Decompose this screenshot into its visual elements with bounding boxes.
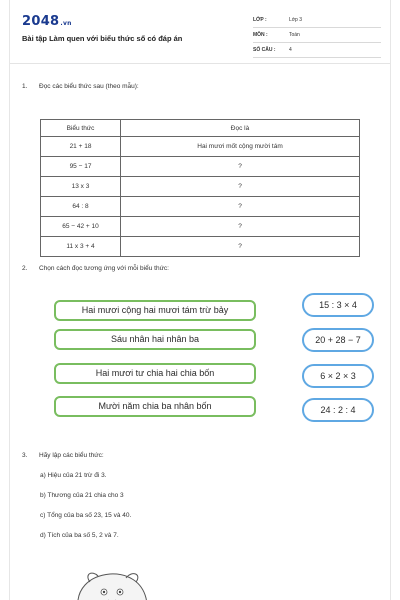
meta-info	[253, 14, 381, 59]
expression-option-3[interactable]: 6 × 2 × 3	[302, 364, 374, 388]
table-cell-reading: ?	[121, 157, 360, 177]
question-1-title	[22, 83, 139, 90]
table-cell-expression: 21 + 18	[41, 137, 121, 157]
meta-row-subject	[253, 29, 381, 43]
table-cell-reading: Hai mươi mốt cộng mười tám	[121, 137, 360, 157]
question-text: Đọc các biểu thức sau (theo mẫu):	[39, 83, 139, 90]
table-cell-reading: ?	[121, 237, 360, 257]
table-cell-reading: ?	[121, 177, 360, 197]
question-2-title	[22, 265, 169, 272]
sub-question-c: c) Tổng của ba số 23, 15 và 40.	[40, 512, 132, 519]
site-logo[interactable]	[22, 14, 72, 29]
meta-value: 4	[289, 47, 292, 53]
sub-question-d: d) Tích của ba số 5, 2 và 7.	[40, 532, 119, 539]
expression-option-2[interactable]: 20 + 28 − 7	[302, 328, 374, 352]
worksheet-header	[10, 0, 391, 64]
question-text: Hãy lập các biểu thức:	[39, 452, 104, 459]
table-row	[41, 157, 360, 177]
table-cell-reading: ?	[121, 197, 360, 217]
reading-option-2[interactable]: Sáu nhân hai nhân ba	[54, 329, 256, 350]
question-number: 2.	[22, 265, 28, 272]
question-3-title	[22, 452, 104, 459]
meta-value: Lớp 3	[289, 17, 303, 23]
meta-label: SỐ CÂU :	[253, 47, 276, 53]
question-text: Chọn cách đọc tương ứng với mỗi biểu thức:	[39, 265, 169, 272]
page-title: Bài tập Làm quen với biểu thức số có đáp án	[22, 34, 183, 43]
cartoon-illustration	[70, 568, 160, 600]
table-cell-expression: 64 : 8	[41, 197, 121, 217]
worksheet-page	[9, 0, 391, 600]
reading-option-1[interactable]: Hai mươi cộng hai mươi tám trừ bảy	[54, 300, 256, 321]
table-cell-expression: 11 x 3 + 4	[41, 237, 121, 257]
reading-option-4[interactable]: Mười năm chia ba nhân bốn	[54, 396, 256, 417]
reading-option-3[interactable]: Hai mươi tư chia hai chia bốn	[54, 363, 256, 384]
column-header: Biểu thức	[41, 120, 121, 137]
table-row	[41, 237, 360, 257]
expression-table	[40, 119, 360, 257]
table-header-row	[41, 120, 360, 137]
table-cell-reading: ?	[121, 217, 360, 237]
table-cell-expression: 13 x 3	[41, 177, 121, 197]
meta-row-class	[253, 14, 381, 28]
table-row	[41, 177, 360, 197]
logo-suffix: .vn	[60, 20, 72, 27]
table-cell-expression: 95 − 17	[41, 157, 121, 177]
question-number: 1.	[22, 83, 28, 90]
meta-row-count	[253, 44, 381, 58]
table-row	[41, 197, 360, 217]
table-row	[41, 217, 360, 237]
column-header: Đọc là	[121, 120, 360, 137]
meta-value: Toán	[289, 32, 300, 38]
expression-option-4[interactable]: 24 : 2 : 4	[302, 398, 374, 422]
sub-question-b: b) Thương của 21 chia cho 3	[40, 492, 124, 499]
meta-label: MÔN :	[253, 32, 268, 38]
sub-question-a: a) Hiệu của 21 trừ đi 3.	[40, 472, 107, 479]
logo-main: 2048	[22, 14, 60, 29]
table-cell-expression: 65 − 42 + 10	[41, 217, 121, 237]
expression-option-1[interactable]: 15 : 3 × 4	[302, 293, 374, 317]
question-number: 3.	[22, 452, 28, 459]
meta-label: LỚP :	[253, 17, 267, 23]
table-row	[41, 137, 360, 157]
